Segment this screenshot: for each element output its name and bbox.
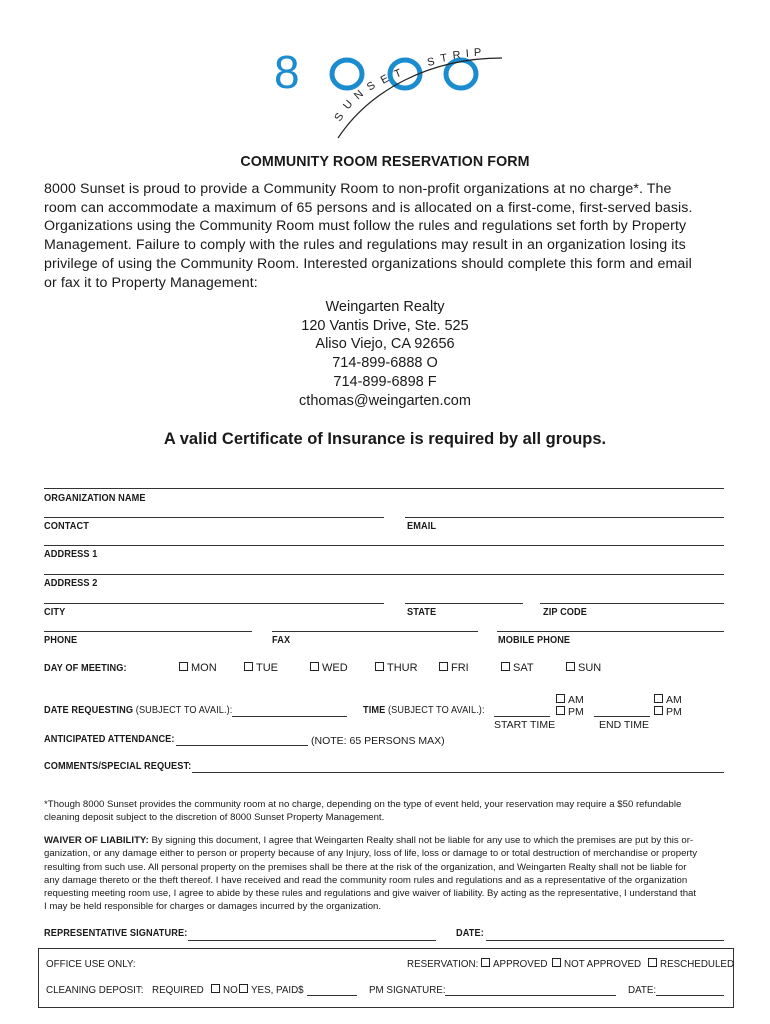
end-pm-option[interactable]: PM xyxy=(654,706,682,718)
contact-address-block xyxy=(0,298,770,410)
logo-zero-1 xyxy=(332,60,362,88)
top-rule xyxy=(44,488,724,489)
logo-letter: P xyxy=(473,46,482,59)
waiver-line: I may be held responsible for charges or damages incurred by the organization. xyxy=(44,901,382,913)
end-time-label: END TIME xyxy=(599,719,649,731)
checkbox[interactable] xyxy=(239,984,248,993)
state-label: STATE xyxy=(407,607,437,618)
insurance-notice: A valid Certificate of Insurance is required by all groups. xyxy=(163,430,607,448)
waiver-of-liability xyxy=(44,834,729,914)
zip-label: ZIP CODE xyxy=(543,607,588,618)
office-use-box xyxy=(38,948,734,1008)
city-field[interactable] xyxy=(44,631,252,632)
footnote-line: *Though 8000 Sunset provides the community room at no charge, depending on the type of event held, your reservation may require a $50 refundable xyxy=(44,799,682,810)
date-requesting-field[interactable] xyxy=(232,716,347,717)
comments-field[interactable] xyxy=(192,772,724,773)
end-time-field[interactable] xyxy=(594,716,650,717)
form-title: COMMUNITY ROOM RESERVATION FORM xyxy=(240,153,530,170)
day-option-mon[interactable]: MON xyxy=(179,662,217,674)
state-field[interactable] xyxy=(272,631,478,632)
day-option-thur[interactable]: THUR xyxy=(375,662,418,674)
day-of-meeting-label: DAY OF MEETING: xyxy=(44,663,127,674)
day-option-sun[interactable]: SUN xyxy=(566,662,601,674)
reservation-label: RESERVATION: xyxy=(407,959,479,970)
address2-field-mid[interactable] xyxy=(405,603,523,604)
attendance-field[interactable] xyxy=(176,745,308,746)
cleaning-deposit-label: CLEANING DEPOSIT: xyxy=(46,985,144,996)
date-requesting-label: DATE REQUESTING (SUBJECT TO AVAIL.): xyxy=(44,705,233,716)
paid-amount-field[interactable] xyxy=(307,995,357,996)
day-option-tue[interactable]: TUE xyxy=(244,662,278,674)
logo-eight: 8 xyxy=(274,46,300,98)
fax-label: FAX xyxy=(272,635,291,646)
street-address: 120 Vantis Drive, Ste. 525 xyxy=(301,317,469,334)
checkbox[interactable] xyxy=(556,694,565,703)
checkbox[interactable] xyxy=(654,694,663,703)
comments-label: COMMENTS/SPECIAL REQUEST: xyxy=(44,761,192,772)
company-name: Weingarten Realty xyxy=(325,299,445,315)
start-pm-option[interactable]: PM xyxy=(556,706,584,718)
phone-label: PHONE xyxy=(44,635,78,646)
8000-sunset-strip-logo xyxy=(270,40,510,145)
intro-line: room can accommodate a maximum of 65 persons and is allocated on a first-come, first-served basis. xyxy=(44,199,693,216)
organization-name-field[interactable] xyxy=(44,517,384,518)
office-date-field[interactable] xyxy=(656,995,724,996)
address1-field[interactable] xyxy=(44,574,724,575)
contact-label: CONTACT xyxy=(44,521,89,532)
intro-line: 8000 Sunset is proud to provide a Community Room to non-profit organizations at no charge*. The xyxy=(44,181,672,197)
fax-number: 714-899-6898 F xyxy=(333,373,437,390)
city-state-zip: Aliso Viejo, CA 92656 xyxy=(315,336,455,353)
intro-line: Management. Failure to comply with the rules and regulations may result in an organization losing its xyxy=(44,237,686,254)
signature-date-field[interactable] xyxy=(486,940,724,941)
logo-letter: E xyxy=(378,72,391,87)
checkbox[interactable] xyxy=(654,706,663,715)
checkbox[interactable] xyxy=(552,958,561,967)
start-time-label: START TIME xyxy=(494,719,556,731)
logo-sunset-letters xyxy=(332,67,403,124)
office-phone: 714-899-6888 O xyxy=(332,355,438,372)
deposit-no-option[interactable]: NO xyxy=(211,984,238,996)
logo-letter: S xyxy=(364,79,378,94)
office-use-label: OFFICE USE ONLY: xyxy=(46,959,136,970)
city-label: CITY xyxy=(44,607,66,618)
waiver-line: requesting meeting room use, I agree to abide by these rules and regulations and give waiver of liability. By acting as the representative, I understand that xyxy=(44,888,697,900)
logo-letter: N xyxy=(351,87,366,103)
rescheduled-option[interactable]: RESCHEDULED xyxy=(648,958,734,970)
waiver-line: WAIVER OF LIABILITY: By signing this document, I agree that Weingarten Realty shall not be liable for any use to which the premises are put by this or- xyxy=(44,835,694,846)
logo-letter: S xyxy=(426,55,436,69)
checkbox[interactable] xyxy=(179,662,188,671)
organization-name-label: ORGANIZATION NAME xyxy=(44,493,146,504)
approved-option[interactable]: APPROVED xyxy=(481,958,547,970)
pm-signature-label: PM SIGNATURE: xyxy=(369,985,446,996)
logo-letter: R xyxy=(452,49,462,62)
day-option-fri[interactable]: FRI xyxy=(439,662,469,674)
address2-field-right[interactable] xyxy=(540,603,724,604)
intro-paragraph xyxy=(44,180,744,292)
pm-signature-field[interactable] xyxy=(445,995,616,996)
checkbox[interactable] xyxy=(501,662,510,671)
checkbox[interactable] xyxy=(566,662,575,671)
footnote-line: cleaning deposit subject to the discretion of 8000 Sunset Property Management. xyxy=(44,812,385,824)
logo-letter: S xyxy=(332,111,347,124)
zip-field[interactable] xyxy=(497,631,724,632)
representative-signature-field[interactable] xyxy=(188,940,436,941)
logo-letter: T xyxy=(439,52,449,65)
checkbox[interactable] xyxy=(481,958,490,967)
day-option-sat[interactable]: SAT xyxy=(501,662,534,674)
checkbox[interactable] xyxy=(211,984,220,993)
deposit-footnote xyxy=(44,798,729,825)
deposit-yes-paid-option[interactable]: YES, PAID$ xyxy=(239,984,304,996)
end-am-option[interactable]: AM xyxy=(654,694,682,706)
email-label: EMAIL xyxy=(407,521,437,532)
waiver-heading: WAIVER OF LIABILITY: xyxy=(44,835,149,846)
checkbox[interactable] xyxy=(375,662,384,671)
address1-label: ADDRESS 1 xyxy=(44,549,98,560)
start-time-field[interactable] xyxy=(494,716,550,717)
logo-letter: I xyxy=(465,47,470,60)
waiver-line: resulting from such use. All personal property on the premises shall be there at the risk of the organization, and Weingarten Realty shall not be liable for xyxy=(44,861,687,873)
checkbox[interactable] xyxy=(556,706,565,715)
time-label: TIME (SUBJECT TO AVAIL.): xyxy=(363,705,485,716)
representative-signature-label: REPRESENTATIVE SIGNATURE: xyxy=(44,928,188,939)
not-approved-option[interactable]: NOT APPROVED xyxy=(552,958,641,970)
attendance-note: (NOTE: 65 PERSONS MAX) xyxy=(311,735,445,747)
office-date-label: DATE: xyxy=(628,985,657,996)
logo-letter: U xyxy=(341,98,356,112)
checkbox[interactable] xyxy=(244,662,253,671)
waiver-line: any damage thereto or the theft thereof. I have received and read the community room rules and regulations and as a representative of the organization xyxy=(44,874,688,886)
logo-letter: T xyxy=(392,67,404,81)
organization-name-field-right[interactable] xyxy=(405,517,724,518)
intro-line: privilege of using the Community Room. Interested organizations should complete this form and email xyxy=(44,255,692,272)
address2-field-left[interactable] xyxy=(44,603,384,604)
contact-email-field[interactable] xyxy=(44,545,724,546)
intro-line: Organizations using the Community Room must follow the rules and regulations set forth by Property xyxy=(44,218,687,235)
checkbox[interactable] xyxy=(439,662,448,671)
start-am-option[interactable]: AM xyxy=(556,694,584,706)
intro-line: or fax it to Property Management: xyxy=(44,274,258,291)
day-option-wed[interactable]: WED xyxy=(310,662,348,674)
required-label: REQUIRED xyxy=(152,985,204,996)
address2-label: ADDRESS 2 xyxy=(44,578,98,589)
contact-email[interactable]: cthomas@weingarten.com xyxy=(299,392,471,409)
checkbox[interactable] xyxy=(310,662,319,671)
mobile-phone-label: MOBILE PHONE xyxy=(498,635,571,646)
waiver-line: ganization, or any damage either to person or property because of any Injury, loss of life, loss or damage to or total destruction of merchandise or property xyxy=(44,848,698,860)
signature-date-label: DATE: xyxy=(456,928,484,939)
checkbox[interactable] xyxy=(648,958,657,967)
anticipated-attendance-label: ANTICIPATED ATTENDANCE: xyxy=(44,734,175,745)
